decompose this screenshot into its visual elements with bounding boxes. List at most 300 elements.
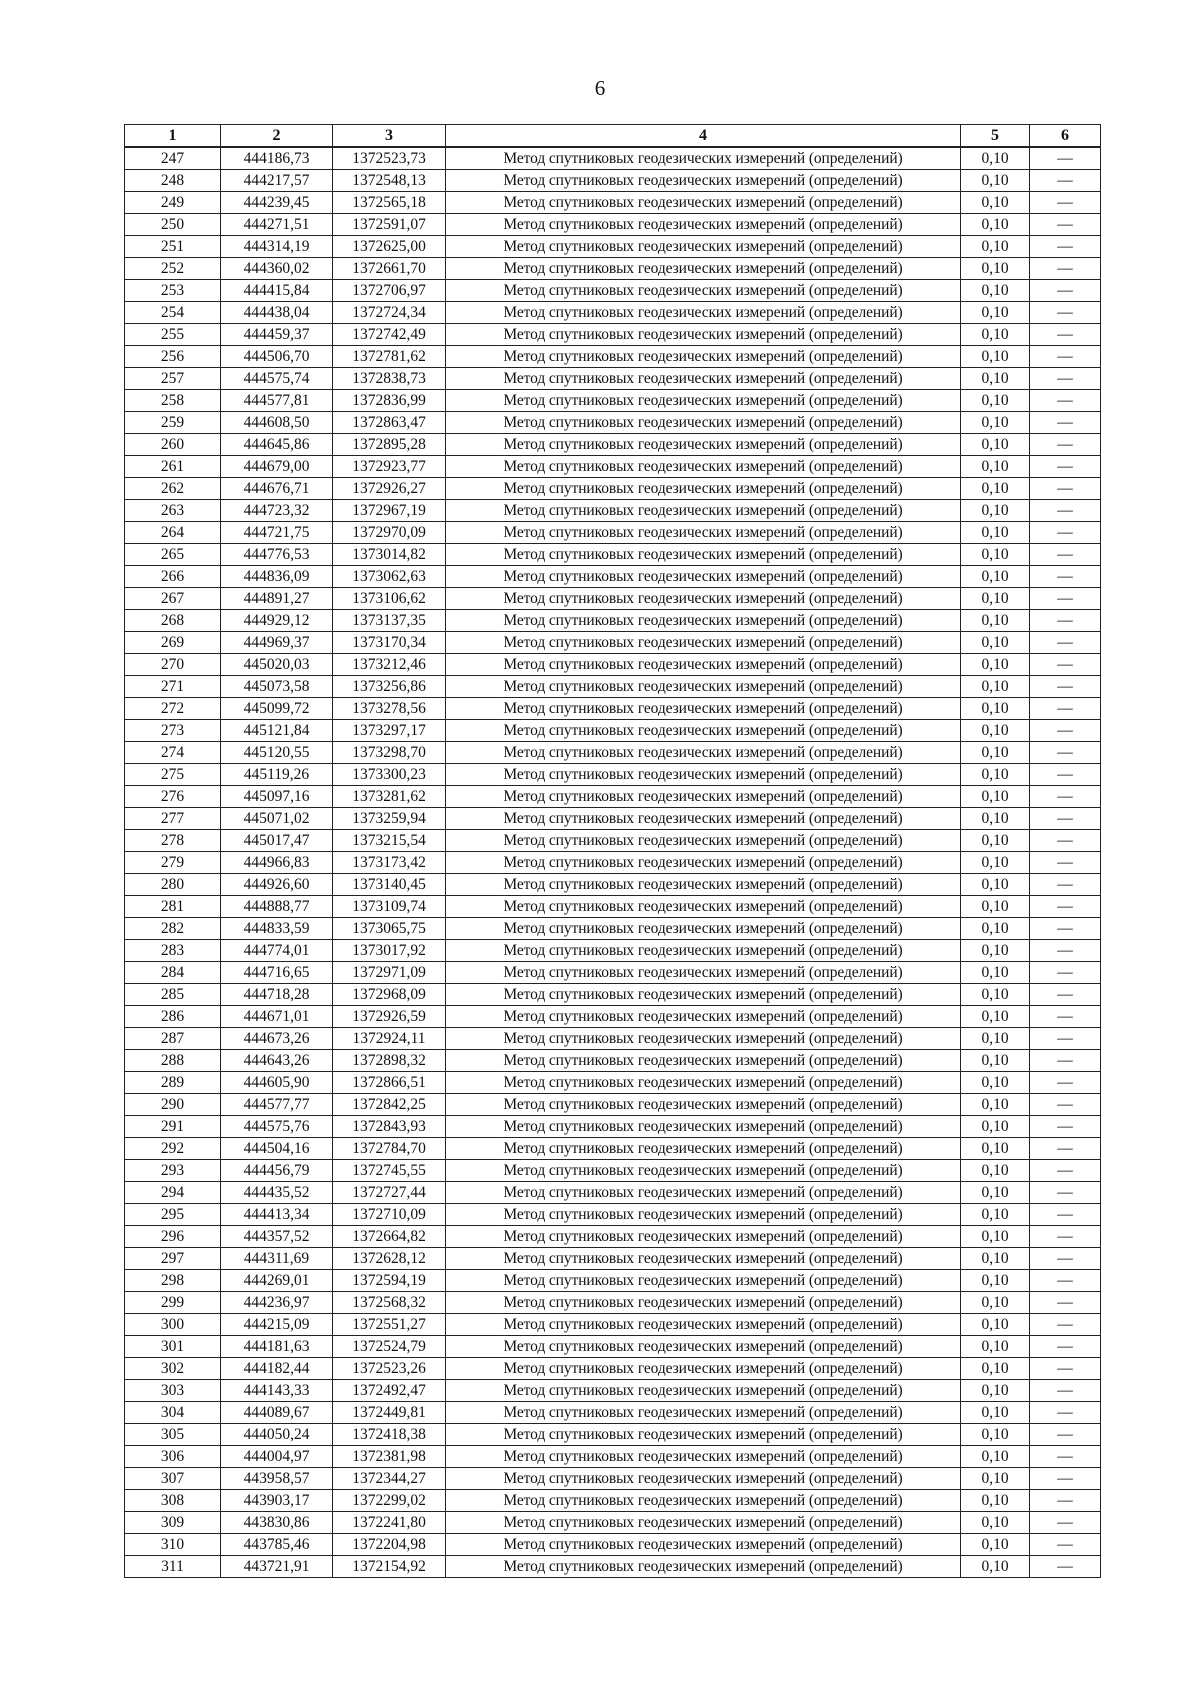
note-cell: — <box>1030 236 1101 258</box>
page-number: 6 <box>594 76 606 100</box>
x-coordinate-cell: 445121,84 <box>221 720 333 742</box>
x-coordinate-cell: 444504,16 <box>221 1138 333 1160</box>
method-cell: Метод спутниковых геодезических измерений (определений) <box>446 368 961 390</box>
method-cell: Метод спутниковых геодезических измерений (определений) <box>446 1072 961 1094</box>
y-coordinate-cell: 1372241,80 <box>333 1512 446 1534</box>
point-number-cell: 268 <box>125 610 221 632</box>
x-coordinate-cell: 445119,26 <box>221 764 333 786</box>
accuracy-cell: 0,10 <box>961 764 1030 786</box>
y-coordinate-cell: 1372866,51 <box>333 1072 446 1094</box>
y-coordinate-cell: 1372524,79 <box>333 1336 446 1358</box>
note-cell: — <box>1030 1292 1101 1314</box>
y-coordinate-cell: 1373014,82 <box>333 544 446 566</box>
method-cell: Метод спутниковых геодезических измерений (определений) <box>446 1424 961 1446</box>
x-coordinate-cell: 445071,02 <box>221 808 333 830</box>
point-number-cell: 249 <box>125 192 221 214</box>
y-coordinate-cell: 1372551,27 <box>333 1314 446 1336</box>
table-row <box>125 830 1101 852</box>
note-cell: — <box>1030 1138 1101 1160</box>
y-coordinate-cell: 1373140,45 <box>333 874 446 896</box>
table-row <box>125 1028 1101 1050</box>
method-cell: Метод спутниковых геодезических измерений (определений) <box>446 1292 961 1314</box>
table-row <box>125 1512 1101 1534</box>
note-cell: — <box>1030 1116 1101 1138</box>
header-col-5: 5 <box>961 125 1030 148</box>
accuracy-cell: 0,10 <box>961 500 1030 522</box>
table-row <box>125 962 1101 984</box>
method-cell: Метод спутниковых геодезических измерений (определений) <box>446 1270 961 1292</box>
x-coordinate-cell: 444608,50 <box>221 412 333 434</box>
accuracy-cell: 0,10 <box>961 1402 1030 1424</box>
method-cell: Метод спутниковых геодезических измерений (определений) <box>446 1138 961 1160</box>
point-number-cell: 287 <box>125 1028 221 1050</box>
y-coordinate-cell: 1373173,42 <box>333 852 446 874</box>
point-number-cell: 276 <box>125 786 221 808</box>
method-cell: Метод спутниковых геодезических измерений (определений) <box>446 808 961 830</box>
table-row <box>125 1556 1101 1578</box>
header-col-2: 2 <box>221 125 333 148</box>
note-cell: — <box>1030 1336 1101 1358</box>
note-cell: — <box>1030 1468 1101 1490</box>
point-number-cell: 291 <box>125 1116 221 1138</box>
note-cell: — <box>1030 940 1101 962</box>
note-cell: — <box>1030 1512 1101 1534</box>
y-coordinate-cell: 1372299,02 <box>333 1490 446 1512</box>
y-coordinate-cell: 1372710,09 <box>333 1204 446 1226</box>
method-cell: Метод спутниковых геодезических измерений (определений) <box>446 588 961 610</box>
x-coordinate-cell: 443721,91 <box>221 1556 333 1578</box>
point-number-cell: 267 <box>125 588 221 610</box>
note-cell: — <box>1030 544 1101 566</box>
table-row <box>125 324 1101 346</box>
x-coordinate-cell: 443830,86 <box>221 1512 333 1534</box>
method-cell: Метод спутниковых геодезических измерений (определений) <box>446 918 961 940</box>
note-cell: — <box>1030 258 1101 280</box>
x-coordinate-cell: 444577,77 <box>221 1094 333 1116</box>
table-row <box>125 786 1101 808</box>
y-coordinate-cell: 1372843,93 <box>333 1116 446 1138</box>
point-number-cell: 281 <box>125 896 221 918</box>
y-coordinate-cell: 1372661,70 <box>333 258 446 280</box>
method-cell: Метод спутниковых геодезических измерений (определений) <box>446 1556 961 1578</box>
accuracy-cell: 0,10 <box>961 566 1030 588</box>
accuracy-cell: 0,10 <box>961 1006 1030 1028</box>
point-number-cell: 286 <box>125 1006 221 1028</box>
table-row <box>125 1358 1101 1380</box>
accuracy-cell: 0,10 <box>961 390 1030 412</box>
x-coordinate-cell: 444605,90 <box>221 1072 333 1094</box>
note-cell: — <box>1030 214 1101 236</box>
x-coordinate-cell: 444969,37 <box>221 632 333 654</box>
note-cell: — <box>1030 324 1101 346</box>
x-coordinate-cell: 444182,44 <box>221 1358 333 1380</box>
y-coordinate-cell: 1373109,74 <box>333 896 446 918</box>
table-row <box>125 1446 1101 1468</box>
method-cell: Метод спутниковых геодезических измерений (определений) <box>446 1094 961 1116</box>
accuracy-cell: 0,10 <box>961 896 1030 918</box>
table-row <box>125 456 1101 478</box>
x-coordinate-cell: 444645,86 <box>221 434 333 456</box>
point-number-cell: 273 <box>125 720 221 742</box>
note-cell: — <box>1030 192 1101 214</box>
accuracy-cell: 0,10 <box>961 940 1030 962</box>
table-row <box>125 918 1101 940</box>
note-cell: — <box>1030 1094 1101 1116</box>
table-row <box>125 698 1101 720</box>
x-coordinate-cell: 444929,12 <box>221 610 333 632</box>
method-cell: Метод спутниковых геодезических измерений (определений) <box>446 632 961 654</box>
method-cell: Метод спутниковых геодезических измерений (определений) <box>446 698 961 720</box>
y-coordinate-cell: 1372449,81 <box>333 1402 446 1424</box>
method-cell: Метод спутниковых геодезических измерений (определений) <box>446 1248 961 1270</box>
table-row <box>125 764 1101 786</box>
note-cell: — <box>1030 170 1101 192</box>
note-cell: — <box>1030 742 1101 764</box>
x-coordinate-cell: 444435,52 <box>221 1182 333 1204</box>
x-coordinate-cell: 444966,83 <box>221 852 333 874</box>
table-row <box>125 1226 1101 1248</box>
point-number-cell: 274 <box>125 742 221 764</box>
method-cell: Метод спутниковых геодезических измерений (определений) <box>446 412 961 434</box>
accuracy-cell: 0,10 <box>961 1314 1030 1336</box>
method-cell: Метод спутниковых геодезических измерений (определений) <box>446 830 961 852</box>
note-cell: — <box>1030 368 1101 390</box>
note-cell: — <box>1030 1358 1101 1380</box>
method-cell: Метод спутниковых геодезических измерений (определений) <box>446 984 961 1006</box>
table-row <box>125 1336 1101 1358</box>
x-coordinate-cell: 444774,01 <box>221 940 333 962</box>
accuracy-cell: 0,10 <box>961 918 1030 940</box>
x-coordinate-cell: 444888,77 <box>221 896 333 918</box>
accuracy-cell: 0,10 <box>961 1446 1030 1468</box>
point-number-cell: 259 <box>125 412 221 434</box>
point-number-cell: 303 <box>125 1380 221 1402</box>
accuracy-cell: 0,10 <box>961 1468 1030 1490</box>
accuracy-cell: 0,10 <box>961 1380 1030 1402</box>
point-number-cell: 283 <box>125 940 221 962</box>
accuracy-cell: 0,10 <box>961 1138 1030 1160</box>
x-coordinate-cell: 444181,63 <box>221 1336 333 1358</box>
note-cell: — <box>1030 786 1101 808</box>
method-cell: Метод спутниковых геодезических измерений (определений) <box>446 1006 961 1028</box>
y-coordinate-cell: 1372548,13 <box>333 170 446 192</box>
note-cell: — <box>1030 1446 1101 1468</box>
note-cell: — <box>1030 962 1101 984</box>
method-cell: Метод спутниковых геодезических измерений (определений) <box>446 1534 961 1556</box>
note-cell: — <box>1030 522 1101 544</box>
table-row <box>125 896 1101 918</box>
table-row <box>125 676 1101 698</box>
point-number-cell: 288 <box>125 1050 221 1072</box>
accuracy-cell: 0,10 <box>961 236 1030 258</box>
accuracy-cell: 0,10 <box>961 632 1030 654</box>
header-col-4: 4 <box>446 125 961 148</box>
table-row <box>125 544 1101 566</box>
x-coordinate-cell: 445097,16 <box>221 786 333 808</box>
x-coordinate-cell: 444311,69 <box>221 1248 333 1270</box>
point-number-cell: 304 <box>125 1402 221 1424</box>
point-number-cell: 263 <box>125 500 221 522</box>
point-number-cell: 307 <box>125 1468 221 1490</box>
table-row <box>125 984 1101 1006</box>
accuracy-cell: 0,10 <box>961 1424 1030 1446</box>
y-coordinate-cell: 1372523,73 <box>333 147 446 170</box>
accuracy-cell: 0,10 <box>961 1358 1030 1380</box>
point-number-cell: 247 <box>125 147 221 170</box>
x-coordinate-cell: 444271,51 <box>221 214 333 236</box>
y-coordinate-cell: 1372970,09 <box>333 522 446 544</box>
y-coordinate-cell: 1372724,34 <box>333 302 446 324</box>
note-cell: — <box>1030 1556 1101 1578</box>
x-coordinate-cell: 444438,04 <box>221 302 333 324</box>
point-number-cell: 297 <box>125 1248 221 1270</box>
table-row <box>125 1380 1101 1402</box>
note-cell: — <box>1030 302 1101 324</box>
method-cell: Метод спутниковых геодезических измерений (определений) <box>446 280 961 302</box>
method-cell: Метод спутниковых геодезических измерений (определений) <box>446 1468 961 1490</box>
note-cell: — <box>1030 654 1101 676</box>
table-row <box>125 1490 1101 1512</box>
header-col-1: 1 <box>125 125 221 148</box>
accuracy-cell: 0,10 <box>961 720 1030 742</box>
x-coordinate-cell: 444415,84 <box>221 280 333 302</box>
method-cell: Метод спутниковых геодезических измерений (определений) <box>446 522 961 544</box>
accuracy-cell: 0,10 <box>961 346 1030 368</box>
accuracy-cell: 0,10 <box>961 280 1030 302</box>
y-coordinate-cell: 1373137,35 <box>333 610 446 632</box>
point-number-cell: 260 <box>125 434 221 456</box>
point-number-cell: 264 <box>125 522 221 544</box>
y-coordinate-cell: 1372863,47 <box>333 412 446 434</box>
point-number-cell: 301 <box>125 1336 221 1358</box>
note-cell: — <box>1030 1314 1101 1336</box>
y-coordinate-cell: 1372971,09 <box>333 962 446 984</box>
point-number-cell: 296 <box>125 1226 221 1248</box>
point-number-cell: 290 <box>125 1094 221 1116</box>
method-cell: Метод спутниковых геодезических измерений (определений) <box>446 1380 961 1402</box>
y-coordinate-cell: 1373281,62 <box>333 786 446 808</box>
x-coordinate-cell: 444360,02 <box>221 258 333 280</box>
x-coordinate-cell: 445073,58 <box>221 676 333 698</box>
y-coordinate-cell: 1372154,92 <box>333 1556 446 1578</box>
method-cell: Метод спутниковых геодезических измерений (определений) <box>446 236 961 258</box>
point-number-cell: 284 <box>125 962 221 984</box>
note-cell: — <box>1030 632 1101 654</box>
accuracy-cell: 0,10 <box>961 1028 1030 1050</box>
note-cell: — <box>1030 412 1101 434</box>
y-coordinate-cell: 1372926,27 <box>333 478 446 500</box>
table-row <box>125 588 1101 610</box>
y-coordinate-cell: 1372492,47 <box>333 1380 446 1402</box>
accuracy-cell: 0,10 <box>961 786 1030 808</box>
y-coordinate-cell: 1373298,70 <box>333 742 446 764</box>
point-number-cell: 262 <box>125 478 221 500</box>
method-cell: Метод спутниковых геодезических измерений (определений) <box>446 390 961 412</box>
accuracy-cell: 0,10 <box>961 214 1030 236</box>
y-coordinate-cell: 1372568,32 <box>333 1292 446 1314</box>
table-row <box>125 720 1101 742</box>
y-coordinate-cell: 1372895,28 <box>333 434 446 456</box>
accuracy-cell: 0,10 <box>961 147 1030 170</box>
x-coordinate-cell: 444269,01 <box>221 1270 333 1292</box>
y-coordinate-cell: 1372967,19 <box>333 500 446 522</box>
method-cell: Метод спутниковых геодезических измерений (определений) <box>446 544 961 566</box>
accuracy-cell: 0,10 <box>961 742 1030 764</box>
x-coordinate-cell: 444723,32 <box>221 500 333 522</box>
table-row <box>125 632 1101 654</box>
note-cell: — <box>1030 456 1101 478</box>
point-number-cell: 292 <box>125 1138 221 1160</box>
note-cell: — <box>1030 390 1101 412</box>
note-cell: — <box>1030 588 1101 610</box>
header-col-3: 3 <box>333 125 446 148</box>
method-cell: Метод спутниковых геодезических измерений (определений) <box>446 434 961 456</box>
note-cell: — <box>1030 896 1101 918</box>
table-row <box>125 346 1101 368</box>
table-row <box>125 1204 1101 1226</box>
y-coordinate-cell: 1372628,12 <box>333 1248 446 1270</box>
table-row <box>125 1116 1101 1138</box>
method-cell: Метод спутниковых геодезических измерений (определений) <box>446 1402 961 1424</box>
method-cell: Метод спутниковых геодезических измерений (определений) <box>446 852 961 874</box>
accuracy-cell: 0,10 <box>961 1094 1030 1116</box>
accuracy-cell: 0,10 <box>961 302 1030 324</box>
y-coordinate-cell: 1372923,77 <box>333 456 446 478</box>
y-coordinate-cell: 1373300,23 <box>333 764 446 786</box>
table-row <box>125 1468 1101 1490</box>
x-coordinate-cell: 444718,28 <box>221 984 333 1006</box>
note-cell: — <box>1030 1182 1101 1204</box>
note-cell: — <box>1030 830 1101 852</box>
point-number-cell: 306 <box>125 1446 221 1468</box>
point-number-cell: 277 <box>125 808 221 830</box>
y-coordinate-cell: 1372784,70 <box>333 1138 446 1160</box>
table-row <box>125 1314 1101 1336</box>
y-coordinate-cell: 1373106,62 <box>333 588 446 610</box>
note-cell: — <box>1030 1160 1101 1182</box>
note-cell: — <box>1030 346 1101 368</box>
method-cell: Метод спутниковых геодезических измерений (определений) <box>446 192 961 214</box>
table-row <box>125 434 1101 456</box>
method-cell: Метод спутниковых геодезических измерений (определений) <box>446 1050 961 1072</box>
method-cell: Метод спутниковых геодезических измерений (определений) <box>446 720 961 742</box>
method-cell: Метод спутниковых геодезических измерений (определений) <box>446 1314 961 1336</box>
table-row <box>125 236 1101 258</box>
y-coordinate-cell: 1372418,38 <box>333 1424 446 1446</box>
note-cell: — <box>1030 434 1101 456</box>
y-coordinate-cell: 1372565,18 <box>333 192 446 214</box>
note-cell: — <box>1030 720 1101 742</box>
y-coordinate-cell: 1372745,55 <box>333 1160 446 1182</box>
y-coordinate-cell: 1373170,34 <box>333 632 446 654</box>
y-coordinate-cell: 1372842,25 <box>333 1094 446 1116</box>
point-number-cell: 275 <box>125 764 221 786</box>
method-cell: Метод спутниковых геодезических измерений (определений) <box>446 940 961 962</box>
table-row <box>125 368 1101 390</box>
method-cell: Метод спутниковых геодезических измерений (определений) <box>446 170 961 192</box>
method-cell: Метод спутниковых геодезических измерений (определений) <box>446 1160 961 1182</box>
x-coordinate-cell: 444239,45 <box>221 192 333 214</box>
point-number-cell: 308 <box>125 1490 221 1512</box>
point-number-cell: 299 <box>125 1292 221 1314</box>
point-number-cell: 310 <box>125 1534 221 1556</box>
table-row <box>125 147 1101 170</box>
note-cell: — <box>1030 1204 1101 1226</box>
accuracy-cell: 0,10 <box>961 412 1030 434</box>
x-coordinate-cell: 445017,47 <box>221 830 333 852</box>
table-row <box>125 170 1101 192</box>
method-cell: Метод спутниковых геодезических измерений (определений) <box>446 1226 961 1248</box>
y-coordinate-cell: 1372625,00 <box>333 236 446 258</box>
accuracy-cell: 0,10 <box>961 654 1030 676</box>
table-row <box>125 1292 1101 1314</box>
table-row <box>125 280 1101 302</box>
x-coordinate-cell: 444833,59 <box>221 918 333 940</box>
table-row <box>125 852 1101 874</box>
method-cell: Метод спутниковых геодезических измерений (определений) <box>446 1490 961 1512</box>
x-coordinate-cell: 444357,52 <box>221 1226 333 1248</box>
x-coordinate-cell: 445099,72 <box>221 698 333 720</box>
point-number-cell: 309 <box>125 1512 221 1534</box>
x-coordinate-cell: 444676,71 <box>221 478 333 500</box>
table-row <box>125 1006 1101 1028</box>
y-coordinate-cell: 1372664,82 <box>333 1226 446 1248</box>
accuracy-cell: 0,10 <box>961 1050 1030 1072</box>
y-coordinate-cell: 1373297,17 <box>333 720 446 742</box>
table-row <box>125 1534 1101 1556</box>
point-number-cell: 254 <box>125 302 221 324</box>
x-coordinate-cell: 444671,01 <box>221 1006 333 1028</box>
y-coordinate-cell: 1373062,63 <box>333 566 446 588</box>
accuracy-cell: 0,10 <box>961 258 1030 280</box>
table-row <box>125 1094 1101 1116</box>
table-row <box>125 412 1101 434</box>
note-cell: — <box>1030 1402 1101 1424</box>
point-number-cell: 248 <box>125 170 221 192</box>
table-row <box>125 478 1101 500</box>
point-number-cell: 265 <box>125 544 221 566</box>
note-cell: — <box>1030 147 1101 170</box>
point-number-cell: 298 <box>125 1270 221 1292</box>
point-number-cell: 293 <box>125 1160 221 1182</box>
accuracy-cell: 0,10 <box>961 984 1030 1006</box>
accuracy-cell: 0,10 <box>961 324 1030 346</box>
method-cell: Метод спутниковых геодезических измерений (определений) <box>446 456 961 478</box>
note-cell: — <box>1030 500 1101 522</box>
accuracy-cell: 0,10 <box>961 456 1030 478</box>
point-number-cell: 261 <box>125 456 221 478</box>
point-number-cell: 311 <box>125 1556 221 1578</box>
table-row <box>125 1424 1101 1446</box>
accuracy-cell: 0,10 <box>961 830 1030 852</box>
note-cell: — <box>1030 918 1101 940</box>
table-row <box>125 1182 1101 1204</box>
accuracy-cell: 0,10 <box>961 1556 1030 1578</box>
accuracy-cell: 0,10 <box>961 368 1030 390</box>
accuracy-cell: 0,10 <box>961 522 1030 544</box>
x-coordinate-cell: 443958,57 <box>221 1468 333 1490</box>
point-number-cell: 285 <box>125 984 221 1006</box>
point-number-cell: 279 <box>125 852 221 874</box>
y-coordinate-cell: 1372838,73 <box>333 368 446 390</box>
note-cell: — <box>1030 1534 1101 1556</box>
y-coordinate-cell: 1373017,92 <box>333 940 446 962</box>
accuracy-cell: 0,10 <box>961 610 1030 632</box>
table-row <box>125 940 1101 962</box>
note-cell: — <box>1030 1248 1101 1270</box>
x-coordinate-cell: 444089,67 <box>221 1402 333 1424</box>
accuracy-cell: 0,10 <box>961 1512 1030 1534</box>
